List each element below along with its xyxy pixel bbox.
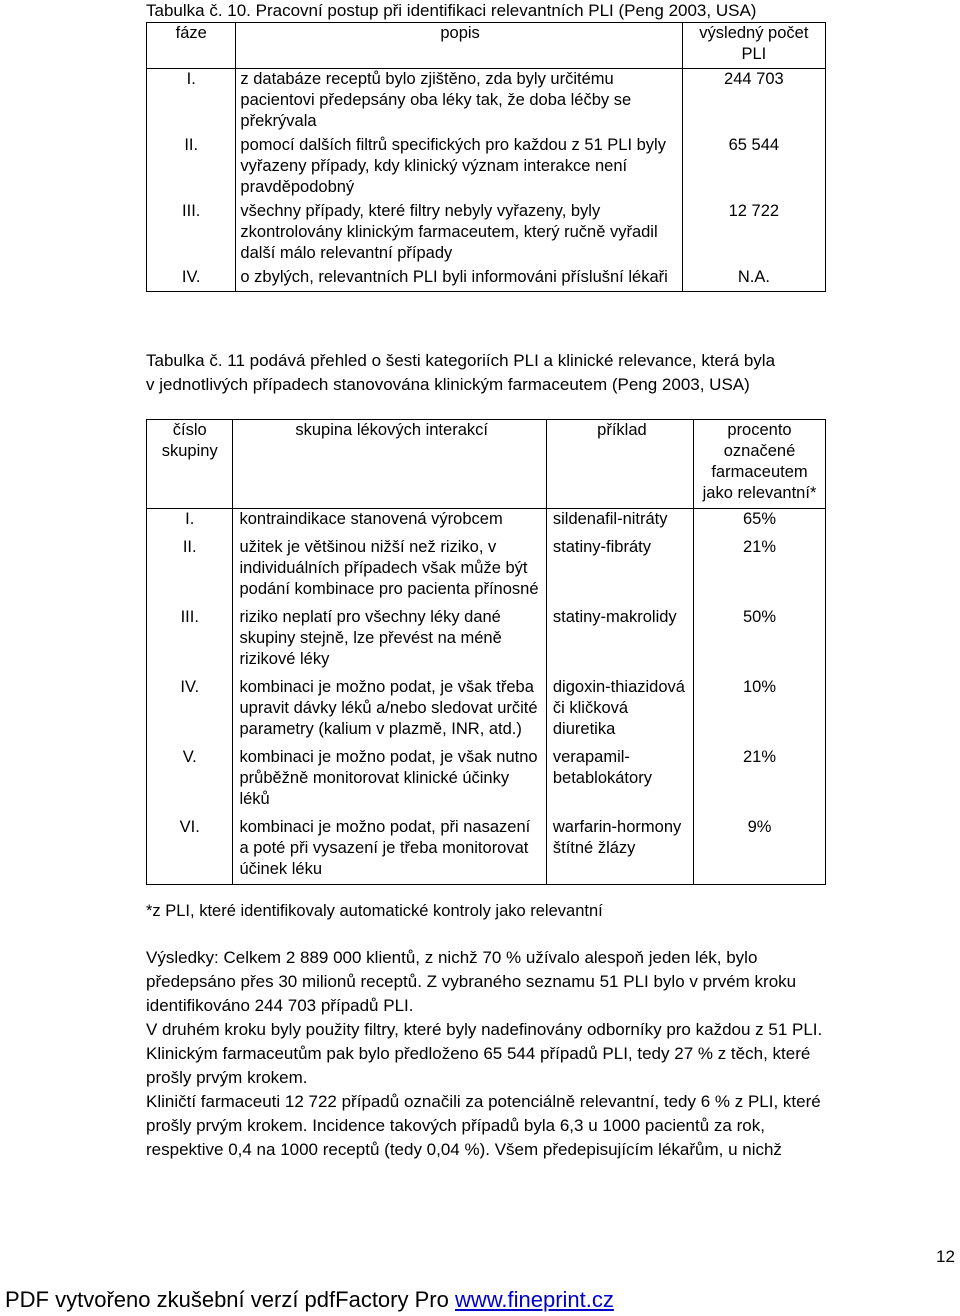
intro-line-2: v jednotlivých případech stanovována klinickým farmaceutem (Peng 2003, USA) xyxy=(146,375,750,394)
table-row xyxy=(147,817,826,885)
table-row xyxy=(147,267,826,292)
results-line-5: Klinickým farmaceutům pak bylo předloženo 65 544 případů PLI, tedy 27 % z těch, které xyxy=(146,1044,811,1063)
description-cell: z databáze receptů bylo zjištěno, zda byly určitému pacientovi předepsány oba léky tak, že doba léčby se překrývala xyxy=(236,69,682,136)
example-cell: verapamil-betablokátory xyxy=(546,747,693,817)
results-line-1: Výsledky: Celkem 2 889 000 klientů, z nichž 70 % užívalo alespoň jeden lék, bylo xyxy=(146,948,758,967)
description-cell: kombinaci je možno podat, je však nutno průběžně monitorovat klinické účinky léků xyxy=(233,747,546,817)
table-footnote: *z PLI, které identifikovaly automatické kontroly jako relevantní xyxy=(146,902,603,920)
header-result-count: výsledný počet PLI xyxy=(682,23,825,69)
group-cell: III. xyxy=(147,607,233,677)
header-group: skupina lékových interakcí xyxy=(233,420,546,509)
table-header-row xyxy=(147,23,826,69)
table-row xyxy=(147,607,826,677)
results-line-6: prošly prvým krokem. xyxy=(146,1068,308,1087)
table-row xyxy=(147,747,826,817)
table-row xyxy=(147,677,826,747)
example-cell: warfarin-hormony štítné žlázy xyxy=(546,817,693,885)
header-percent: procento označené farmaceutem jako relevantní* xyxy=(694,420,826,509)
table-row xyxy=(147,135,826,201)
results-line-7: Kliničtí farmaceuti 12 722 případů označili za potenciálně relevantní, tedy 6 % z PLI, které xyxy=(146,1092,821,1111)
description-cell: užitek je většinou nižší než riziko, v individuálních případech však může být podání kombinace pro pacienta přínosné xyxy=(233,537,546,607)
footer-text: PDF vytvořeno zkušební verzí pdfFactory Pro xyxy=(5,1287,455,1312)
results-line-2: předepsáno přes 30 milionů receptů. Z vybraného seznamu 51 PLI bylo v prvém kroku xyxy=(146,972,797,991)
table-interaction-groups xyxy=(146,419,826,885)
description-cell: všechny případy, které filtry nebyly vyřazeny, byly zkontrolovány klinickým farmaceutem, který ručně vyřadil další málo relevantní případy xyxy=(236,201,682,267)
description-cell: riziko neplatí pro všechny léky dané skupiny stejně, lze převést na méně rizikové léky xyxy=(233,607,546,677)
table-row xyxy=(147,509,826,538)
table-row xyxy=(147,69,826,136)
table-workflow xyxy=(146,22,826,292)
results-line-9: respektive 0,4 na 1000 receptů (tedy 0,04 %). Všem předepisujícím lékařům, u nichž xyxy=(146,1140,782,1159)
description-cell: kombinaci je možno podat, je však třeba upravit dávky léků a/nebo sledovat určité parametry (kalium v plazmě, INR, atd.) xyxy=(233,677,546,747)
header-example: příklad xyxy=(546,420,693,509)
page-number: 12 xyxy=(936,1247,955,1266)
group-cell: VI. xyxy=(147,817,233,885)
phase-cell: IV. xyxy=(147,267,236,292)
results-line-4: V druhém kroku byly použity filtry, které byly nadefinovány odborníky pro každou z 51 PLI. xyxy=(146,1020,823,1039)
percent-cell: 21% xyxy=(694,537,826,607)
table-row xyxy=(147,201,826,267)
table-header-row xyxy=(147,420,826,509)
phase-cell: I. xyxy=(147,69,236,136)
table1-caption: Tabulka č. 10. Pracovní postup při identifikaci relevantních PLI (Peng 2003, USA) xyxy=(146,1,757,20)
results-line-3: identifikováno 244 703 případů PLI. xyxy=(146,996,414,1015)
count-cell: 12 722 xyxy=(682,201,825,267)
description-cell: o zbylých, relevantních PLI byli informováni příslušní lékaři xyxy=(236,267,682,292)
description-cell: pomocí dalších filtrů specifických pro každou z 51 PLI byly vyřazeny případy, kdy klinický význam interakce není pravděpodobný xyxy=(236,135,682,201)
description-cell: kontraindikace stanovená výrobcem xyxy=(233,509,546,538)
example-cell: sildenafil-nitráty xyxy=(546,509,693,538)
example-cell: digoxin-thiazidová či kličková diuretika xyxy=(546,677,693,747)
group-cell: IV. xyxy=(147,677,233,747)
percent-cell: 9% xyxy=(694,817,826,885)
header-description: popis xyxy=(236,23,682,69)
example-cell: statiny-makrolidy xyxy=(546,607,693,677)
description-cell: kombinaci je možno podat, při nasazení a poté při vysazení je třeba monitorovat účinek léku xyxy=(233,817,546,885)
header-group-number: číslo skupiny xyxy=(147,420,233,509)
count-cell: 244 703 xyxy=(682,69,825,136)
count-cell: N.A. xyxy=(682,267,825,292)
percent-cell: 21% xyxy=(694,747,826,817)
header-phase: fáze xyxy=(147,23,236,69)
example-cell: statiny-fibráty xyxy=(546,537,693,607)
phase-cell: II. xyxy=(147,135,236,201)
group-cell: V. xyxy=(147,747,233,817)
phase-cell: III. xyxy=(147,201,236,267)
footer-link[interactable]: www.fineprint.cz xyxy=(454,1287,614,1312)
group-cell: I. xyxy=(147,509,233,538)
table-row xyxy=(147,537,826,607)
percent-cell: 65% xyxy=(694,509,826,538)
results-line-8: prošly prvým krokem. Incidence takových případů byla 6,3 u 1000 pacientů za rok, xyxy=(146,1116,765,1135)
count-cell: 65 544 xyxy=(682,135,825,201)
intro-line-1: Tabulka č. 11 podává přehled o šesti kategoriích PLI a klinické relevance, která byla xyxy=(146,351,776,370)
percent-cell: 50% xyxy=(694,607,826,677)
pdf-footer xyxy=(5,1287,614,1313)
percent-cell: 10% xyxy=(694,677,826,747)
group-cell: II. xyxy=(147,537,233,607)
